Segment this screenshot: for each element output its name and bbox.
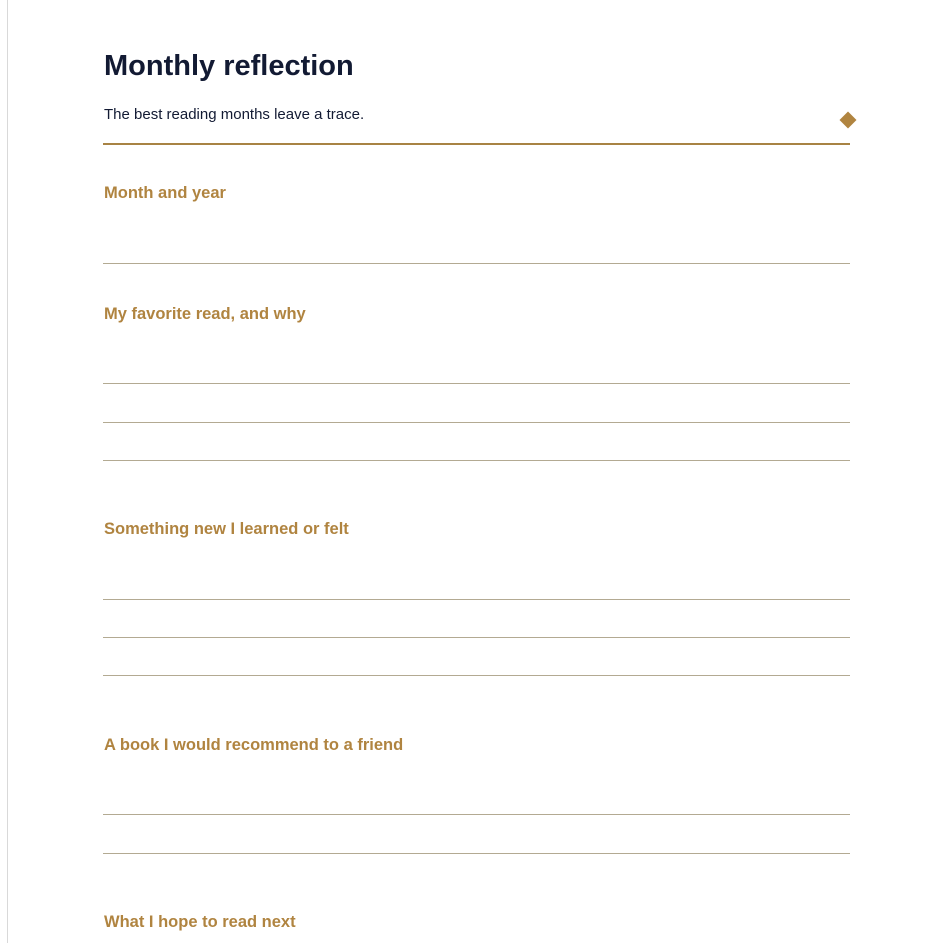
section-label-read-next: What I hope to read next bbox=[104, 913, 296, 931]
writing-line[interactable] bbox=[103, 263, 850, 264]
writing-line[interactable] bbox=[103, 814, 850, 815]
section-label-favorite-read: My favorite read, and why bbox=[104, 305, 306, 323]
writing-line[interactable] bbox=[103, 637, 850, 638]
section-label-learned-or-felt: Something new I learned or felt bbox=[104, 520, 349, 538]
page-subtitle: The best reading months leave a trace. bbox=[104, 106, 365, 123]
page-title: Monthly reflection bbox=[104, 50, 354, 82]
writing-line[interactable] bbox=[103, 422, 850, 423]
writing-line[interactable] bbox=[103, 460, 850, 461]
writing-line[interactable] bbox=[103, 675, 850, 676]
writing-line[interactable] bbox=[103, 383, 850, 384]
header-divider bbox=[103, 143, 850, 145]
left-page-edge bbox=[0, 0, 8, 943]
writing-line[interactable] bbox=[103, 599, 850, 600]
writing-line[interactable] bbox=[103, 853, 850, 854]
diamond-icon bbox=[840, 112, 857, 129]
section-label-recommend: A book I would recommend to a friend bbox=[104, 736, 404, 754]
section-label-month-year: Month and year bbox=[104, 184, 226, 202]
